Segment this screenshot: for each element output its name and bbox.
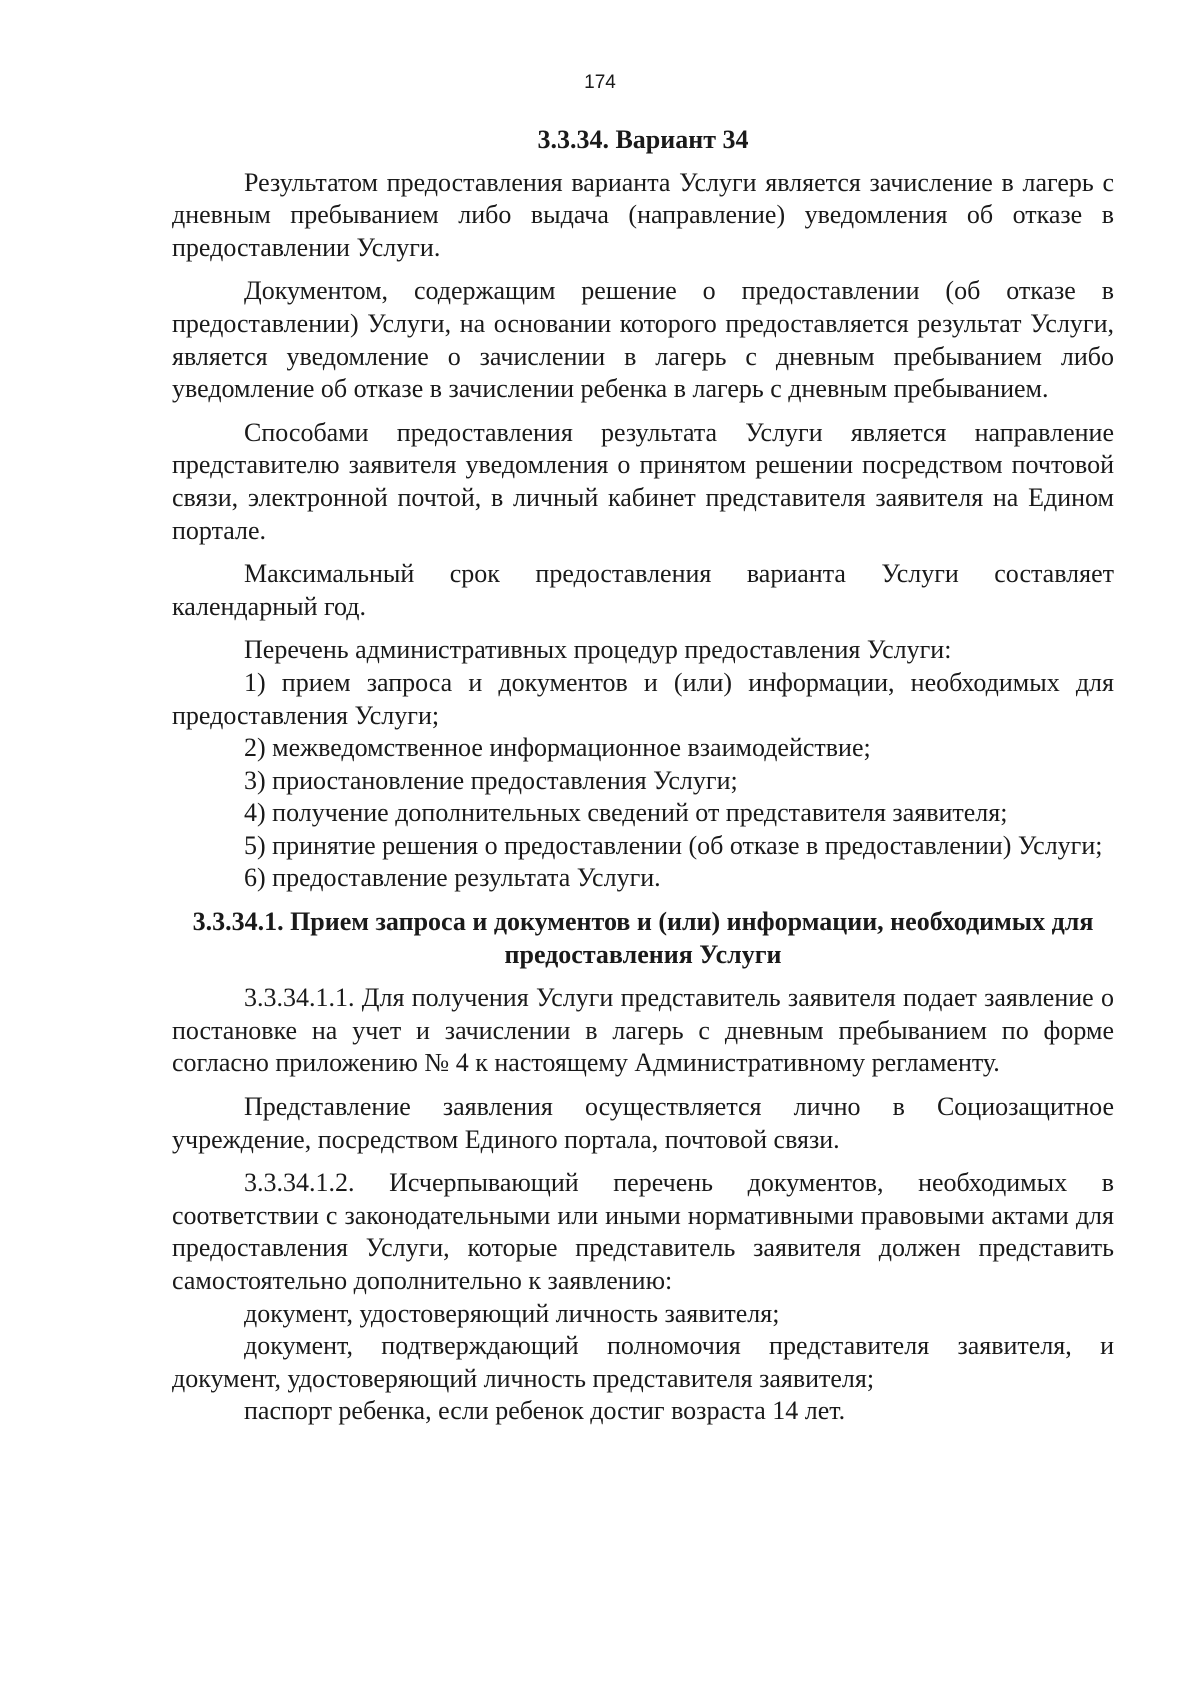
procedure-item: 2) межведомственное информационное взаимодействие;: [244, 733, 871, 763]
section-title: 3.3.34. Вариант 34: [537, 125, 749, 154]
procedure-item: 5) принятие решения о предоставлении (об отказе в предоставлении) Услуги;: [244, 830, 1103, 860]
procedure-item: 3) приостановление предоставления Услуги;: [244, 765, 738, 795]
paragraph-result: Результатом предоставления варианта Услуги является зачисление в лагерь с дневным пребыванием либо выдача (направление) уведомления об отказе в предоставлении Услуги.: [172, 167, 1114, 262]
paragraph-submission: Представление заявления осуществляется лично в Социозащитное учреждение, посредством Единого портала, почтовой связи.: [172, 1092, 1114, 1154]
procedure-item: 6) предоставление результата Услуги.: [244, 863, 661, 893]
document-item: паспорт ребенка, если ребенок достиг возраста 14 лет.: [244, 1396, 846, 1426]
procedure-item: 1) прием запроса и документов и (или) информации, необходимых для предоставления Услуги;: [172, 667, 1114, 730]
subsection-title: 3.3.34.1. Прием запроса и документов и (или) информации, необходимых для предоставления Услуги: [192, 907, 1094, 969]
paragraph-delivery-methods: Способами предоставления результата Услуги является направление представителю заявителя уведомления о принятом решении посредством почтовой связи, электронной почтой, в личный кабинет представителя заявителя на Едином портале.: [172, 417, 1114, 545]
paragraph-document-list: 3.3.34.1.2. Исчерпывающий перечень документов, необходимых в соответствии с законодательными или иными нормативными правовыми актами для предоставления Услуги, которые представитель заявителя должен представить самостоятельно дополнительно к заявлению:: [172, 1168, 1114, 1295]
documents-list: [172, 1298, 1114, 1428]
paragraph-max-term: Максимальный срок предоставления варианта Услуги составляет календарный год.: [172, 559, 1114, 621]
page-number: 174: [584, 72, 616, 93]
document-item: документ, подтверждающий полномочия представителя заявителя, и документ, удостоверяющий личность представителя заявителя;: [172, 1331, 1114, 1393]
procedure-item: 4) получение дополнительных сведений от представителя заявителя;: [244, 798, 1008, 828]
paragraph-application: 3.3.34.1.1. Для получения Услуги представитель заявителя подает заявление о постановке на учет и зачислении в лагерь с дневным пребыванием по форме согласно приложению № 4 к настоящему Административному регламенту.: [172, 983, 1114, 1078]
document-item: документ, удостоверяющий личность заявителя;: [244, 1298, 780, 1328]
procedures-list: [172, 634, 1114, 895]
paragraph-decision-document: Документом, содержащим решение о предоставлении (об отказе в предоставлении) Услуги, на основании которого предоставляется результат Услуги, является уведомление о зачислении в лагерь с дневным пребыванием либо уведомление об отказе в зачислении ребенка в лагерь с дневным пребыванием.: [172, 276, 1114, 404]
procedures-intro: Перечень административных процедур предоставления Услуги:: [244, 635, 952, 665]
page-content: [172, 124, 1114, 1428]
